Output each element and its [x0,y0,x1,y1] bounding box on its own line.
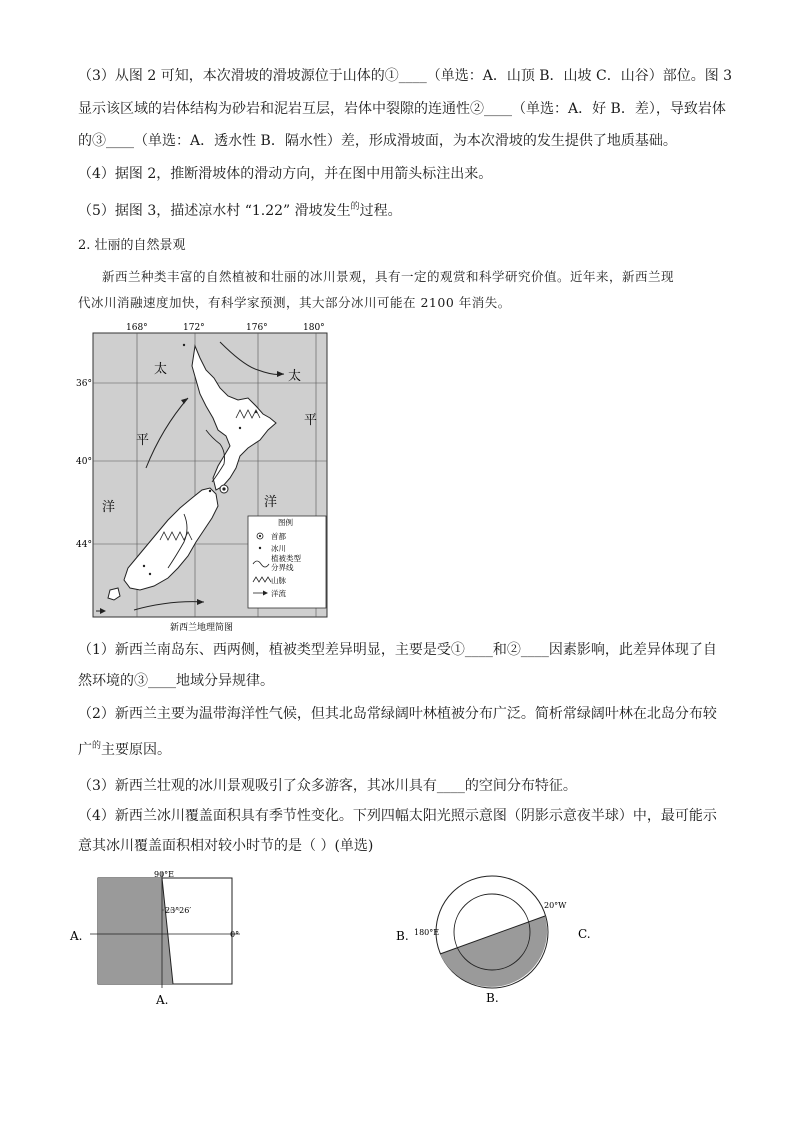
ocean-char-left-2: 平 [136,433,150,448]
legend-label-mountain: 山脉 [271,576,286,585]
option-a-label: A. [70,929,83,943]
s2-q1-line-2: 然环境的③____地域分异规律。 [78,673,274,689]
capital-dot-icon [222,487,225,490]
new-zealand-map [76,318,333,636]
lat-label-36: 36° [76,379,92,389]
passage-line-2: 代冰川消融速度加快，有科学家预测，其大部分冰川可能在 2100 年消失。 [78,295,511,310]
figure-b-right-label: 20°W [544,901,567,910]
q3-line-3: 的③____（单选：A．透水性 B．隔水性）差，形成滑坡面，为本次滑坡的发生提供了地质基础。 [78,133,677,149]
legend-label-current: 洋流 [271,589,286,598]
passage [78,264,718,316]
section-2-title: 2. 壮丽的自然景观 [78,238,186,253]
ocean-char-left-3: 洋 [102,500,116,515]
option-b-label: B. [396,929,409,943]
figure-b-caption: B. [486,991,499,1005]
lon-label-168: 168° [126,323,148,333]
option-c-label: C. [578,927,591,941]
figure-b [392,874,602,1010]
s2-q4-line-2: 意其冰川覆盖面积相对较小时节的是（ ）(单选) [78,838,374,854]
lon-label-180: 180° [303,323,325,333]
legend-label-boundary-1: 植被类型 [271,554,301,563]
q4-text: （4）据图 2，推断滑坡体的滑动方向，并在图中用箭头标注出来。 [78,166,493,182]
q3-line-2: 显示该区域的岩体结构为砂岩和泥岩互层，岩体中裂隙的连通性②____（单选：A．好 B．差），导致岩体 [78,101,726,117]
figure-b-left-label: 180°E [414,928,440,937]
figure-a-caption: A. [156,993,169,1007]
legend-capital-dot-icon [259,535,261,537]
lat-label-40: 40° [76,457,92,467]
q5-text: （5）据图 3，描述凉水村 “1.22” 滑坡发生$^的$过程。 [78,202,402,219]
ocean-char-left-1: 太 [154,362,168,377]
s2-q4-line-1: （4）新西兰冰川覆盖面积具有季节性变化。下列四幅太阳光照示意图（阴影示意夜半球）中，最可能示 [78,808,717,824]
figure-a-lon-label: 90°E [154,870,175,879]
ocean-char-right-3: 洋 [264,495,278,510]
figure-a [70,868,250,1008]
s2-q2-line-2: 广$^的$主要原因。 [78,741,172,758]
figure-a-lat-label: 23°26′ [165,906,192,915]
s2-q3-text: （3）新西兰壮观的冰川景观吸引了众多游客，其冰川具有____的空间分布特征。 [78,778,577,794]
ocean-char-right-1: 太 [288,369,302,384]
q3-line-1: （3）从图 2 可知，本次滑坡的滑坡源位于山体的①____（单选：A．山顶 B．山坡 C．山谷）部位。图 3 [78,68,733,84]
passage-line-1: 新西兰种类丰富的自然植被和壮丽的冰川景观，具有一定的观赏和科学研究价值。近年来，新西兰现 [102,269,675,284]
legend-title: 图例 [278,518,293,527]
s2-q1-line-1: （1）新西兰南岛东、西两侧，植被类型差异明显，主要是受①____和②____因素影响，此差异体现了自 [78,642,717,658]
lon-label-172: 172° [183,323,205,333]
legend-label-capital: 首都 [271,532,286,541]
lon-label-176: 176° [246,323,268,333]
legend-glacier-icon [259,547,261,549]
lat-label-44: 44° [76,540,92,550]
legend-label-glacier: 冰川 [271,544,286,553]
legend-label-boundary-2: 分界线 [271,563,294,572]
map-caption: 新西兰地理简图 [170,623,234,633]
s2-q2-line-1: （2）新西兰主要为温带海洋性气候，但其北岛常绿阔叶林植被分布广泛。简析常绿阔叶林在北岛分布较 [78,706,717,722]
ocean-char-right-2: 平 [304,413,318,428]
figure-a-equator-label: 0° [230,930,240,939]
